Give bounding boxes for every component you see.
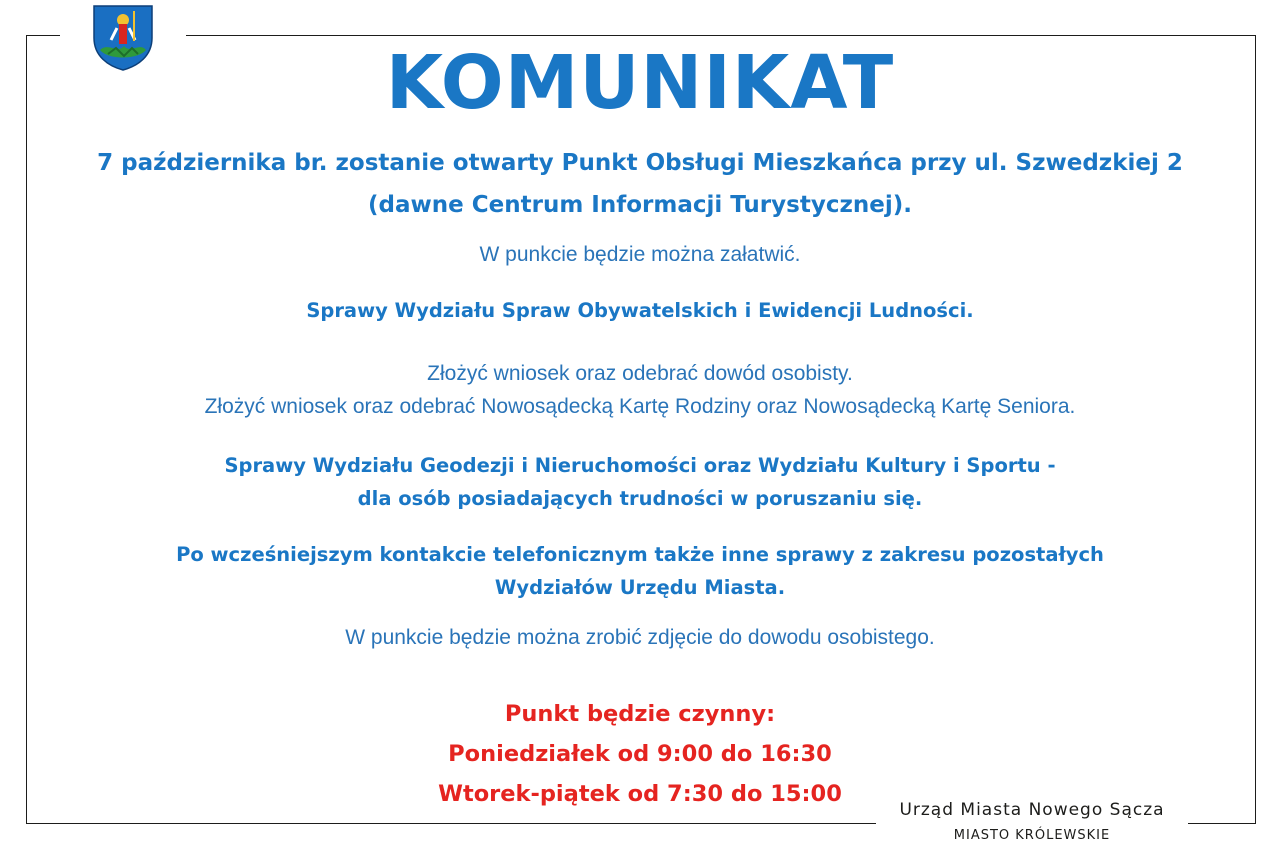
section1-heading: Sprawy Wydziału Spraw Obywatelskich i Ewidencji Ludności. bbox=[306, 299, 974, 322]
section3-line-2: Wydziałów Urzędu Miasta. bbox=[494, 576, 786, 599]
hours-tuesday-friday: Wtorek-piątek od 7:30 do 15:00 bbox=[438, 781, 842, 807]
section2-line-1: Sprawy Wydziału Geodezji i Nieruchomości oraz Wydziału Kultury i Sportu - bbox=[224, 454, 1056, 477]
section3-line-1: Po wcześniejszym kontakcie telefonicznym także inne sprawy z zakresu pozostałych bbox=[176, 543, 1104, 566]
hours-monday: Poniedziałek od 9:00 do 16:30 bbox=[448, 741, 832, 767]
page-title: KOMUNIKAT bbox=[385, 40, 895, 126]
frame-top-left bbox=[26, 35, 60, 36]
lead-line-2: (dawne Centrum Informacji Turystycznej). bbox=[368, 192, 912, 218]
frame-top-right bbox=[186, 35, 1256, 36]
footer-tagline: MIASTO KRÓLEWSKIE bbox=[953, 828, 1111, 843]
section1-item-1: Złożyć wniosek oraz odebrać dowód osobisty. bbox=[427, 362, 853, 385]
section3-text bbox=[0, 538, 1280, 604]
frame-bottom-right bbox=[1188, 823, 1256, 824]
opening-hours bbox=[0, 694, 1280, 814]
lead-line-1: 7 października br. zostanie otwarty Punkt Obsługi Mieszkańca przy ul. Szwedzkiej 2 bbox=[97, 150, 1183, 176]
section2-text bbox=[0, 449, 1280, 515]
section2-line-2: dla osób posiadających trudności w poruszaniu się. bbox=[357, 487, 923, 510]
frame-bottom-left bbox=[26, 823, 876, 824]
section1-item-2: Złożyć wniosek oraz odebrać Nowosądecką Kartę Rodziny oraz Nowosądecką Kartę Seniora. bbox=[204, 395, 1076, 418]
intro-text: W punkcie będzie można załatwić. bbox=[479, 243, 801, 266]
photo-note: W punkcie będzie można zrobić zdjęcie do dowodu osobistego. bbox=[345, 626, 935, 649]
section1-items bbox=[0, 357, 1280, 423]
hours-heading: Punkt będzie czynny: bbox=[504, 701, 776, 727]
lead-paragraph bbox=[0, 142, 1280, 226]
footer-office-name: Urząd Miasta Nowego Sącza bbox=[899, 800, 1165, 820]
